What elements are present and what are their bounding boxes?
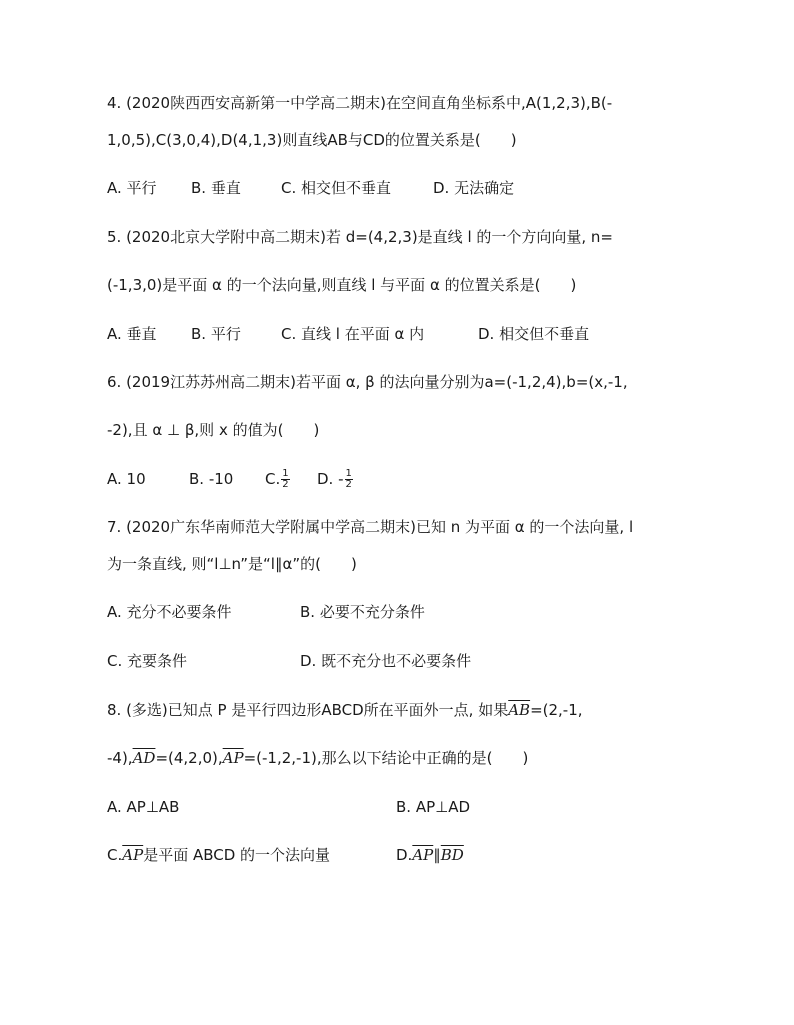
question-6-options	[107, 469, 707, 489]
fraction-numerator: 1	[282, 468, 289, 479]
question-6-line-2-text: -2),且 α ⊥ β,则 x 的值为(	[107, 421, 284, 439]
question-6-option-c	[265, 469, 290, 490]
question-6-option-d	[317, 469, 353, 490]
question-6-line-1: 6. (2019江苏苏州高二期末)若平面 α, β 的法向量分别为a=(-1,2,4),b=(x,-1,	[107, 373, 628, 391]
question-5-option-a: A. 垂直	[107, 325, 157, 343]
question-8-option-c-label: C.	[107, 846, 123, 864]
question-8-option-c	[107, 845, 330, 865]
question-5-line-2-text: (-1,3,0)是平面 α 的一个法向量,则直线 l 与平面 α 的位置关系是(	[107, 276, 541, 294]
question-7-option-a: A. 充分不必要条件	[107, 603, 232, 621]
question-8-line-2-suffix: =(-1,2,-1),那么以下结论中正确的是(	[243, 749, 493, 767]
question-5-line-2	[107, 275, 707, 295]
question-8-option-c-text: 是平面 ABCD 的一个法向量	[143, 846, 331, 864]
question-4-close-paren: )	[510, 131, 517, 149]
question-7-options-row-1	[107, 602, 707, 622]
question-5-option-c: C. 直线 l 在平面 α 内	[281, 325, 425, 343]
question-6-option-a: A. 10	[107, 470, 146, 488]
vector-ap: $\overline{AP}$	[412, 846, 434, 864]
question-8-options-row-2	[107, 845, 707, 865]
question-8-close-paren: )	[522, 749, 529, 767]
question-7-option-b: B. 必要不充分条件	[300, 603, 425, 621]
question-8-line-2-mid: =(4,2,0),	[155, 749, 223, 767]
fraction-numerator: 1	[345, 468, 352, 479]
question-8-line-1-suffix: =(2,-1,	[530, 701, 583, 719]
question-7-options-row-2	[107, 651, 707, 671]
question-8-option-d-label: D.	[396, 846, 413, 864]
vector-ap: $\overline{AP}$	[122, 846, 144, 864]
vector-ad: $\overline{AD}$	[132, 749, 156, 767]
question-6-line-2	[107, 420, 707, 440]
question-8-option-d	[396, 845, 464, 865]
question-6-option-d-label: D. -	[317, 470, 344, 488]
question-4-options	[107, 178, 707, 198]
question-5-close-paren: )	[570, 276, 577, 294]
vector-ab: $\overline{AB}$	[508, 701, 531, 719]
vector-ap: $\overline{AP}$	[222, 749, 244, 767]
question-8-line-1-prefix: 8. (多选)已知点 P 是平行四边形ABCD所在平面外一点, 如果	[107, 701, 509, 719]
question-5-option-b: B. 平行	[191, 325, 241, 343]
question-4-option-d: D. 无法确定	[433, 179, 515, 197]
question-8-line-2-prefix: -4),	[107, 749, 133, 767]
question-6-option-d-fraction	[345, 469, 353, 490]
question-7-line-2-text: 为一条直线, 则“l⊥n”是“l∥α”的(	[107, 555, 321, 573]
question-8-options-row-1	[107, 797, 707, 817]
question-5-line-1: 5. (2020北京大学附中高二期末)若 d=(4,2,3)是直线 l 的一个方向向量, n=	[107, 228, 614, 246]
question-5-option-d: D. 相交但不垂直	[478, 325, 590, 343]
vector-bd: $\overline{BD}$	[440, 846, 464, 864]
question-5-options	[107, 324, 707, 344]
question-7-line-2	[107, 554, 707, 574]
question-7-option-c: C. 充要条件	[107, 652, 188, 670]
question-4-line-2	[107, 130, 707, 150]
fraction-denominator: 2	[282, 479, 289, 490]
question-8-line-1	[107, 700, 707, 720]
question-6-close-paren: )	[313, 421, 320, 439]
question-6-option-c-fraction	[281, 469, 289, 490]
question-4-option-c: C. 相交但不垂直	[281, 179, 392, 197]
fraction-denominator: 2	[345, 479, 352, 490]
question-4-option-a: A. 平行	[107, 179, 157, 197]
question-4-line-2-text: 1,0,5),C(3,0,4),D(4,1,3)则直线AB与CD的位置关系是(	[107, 131, 481, 149]
question-7-line-1: 7. (2020广东华南师范大学附属中学高二期末)已知 n 为平面 α 的一个法向量, l	[107, 518, 634, 536]
question-4-line-1: 4. (2020陕西西安高新第一中学高二期末)在空间直角坐标系中,A(1,2,3),B(-	[107, 94, 613, 112]
question-7-option-d: D. 既不充分也不必要条件	[300, 652, 472, 670]
question-7-close-paren: )	[350, 555, 357, 573]
question-8-line-2	[107, 748, 707, 768]
question-4-option-b: B. 垂直	[191, 179, 241, 197]
parallel-symbol: ∥	[433, 846, 441, 864]
question-6-option-b: B. -10	[189, 470, 234, 488]
question-8-option-b: B. AP⊥AD	[396, 798, 471, 816]
question-6-option-c-label: C.	[265, 470, 281, 488]
question-8-option-a: A. AP⊥AB	[107, 798, 180, 816]
